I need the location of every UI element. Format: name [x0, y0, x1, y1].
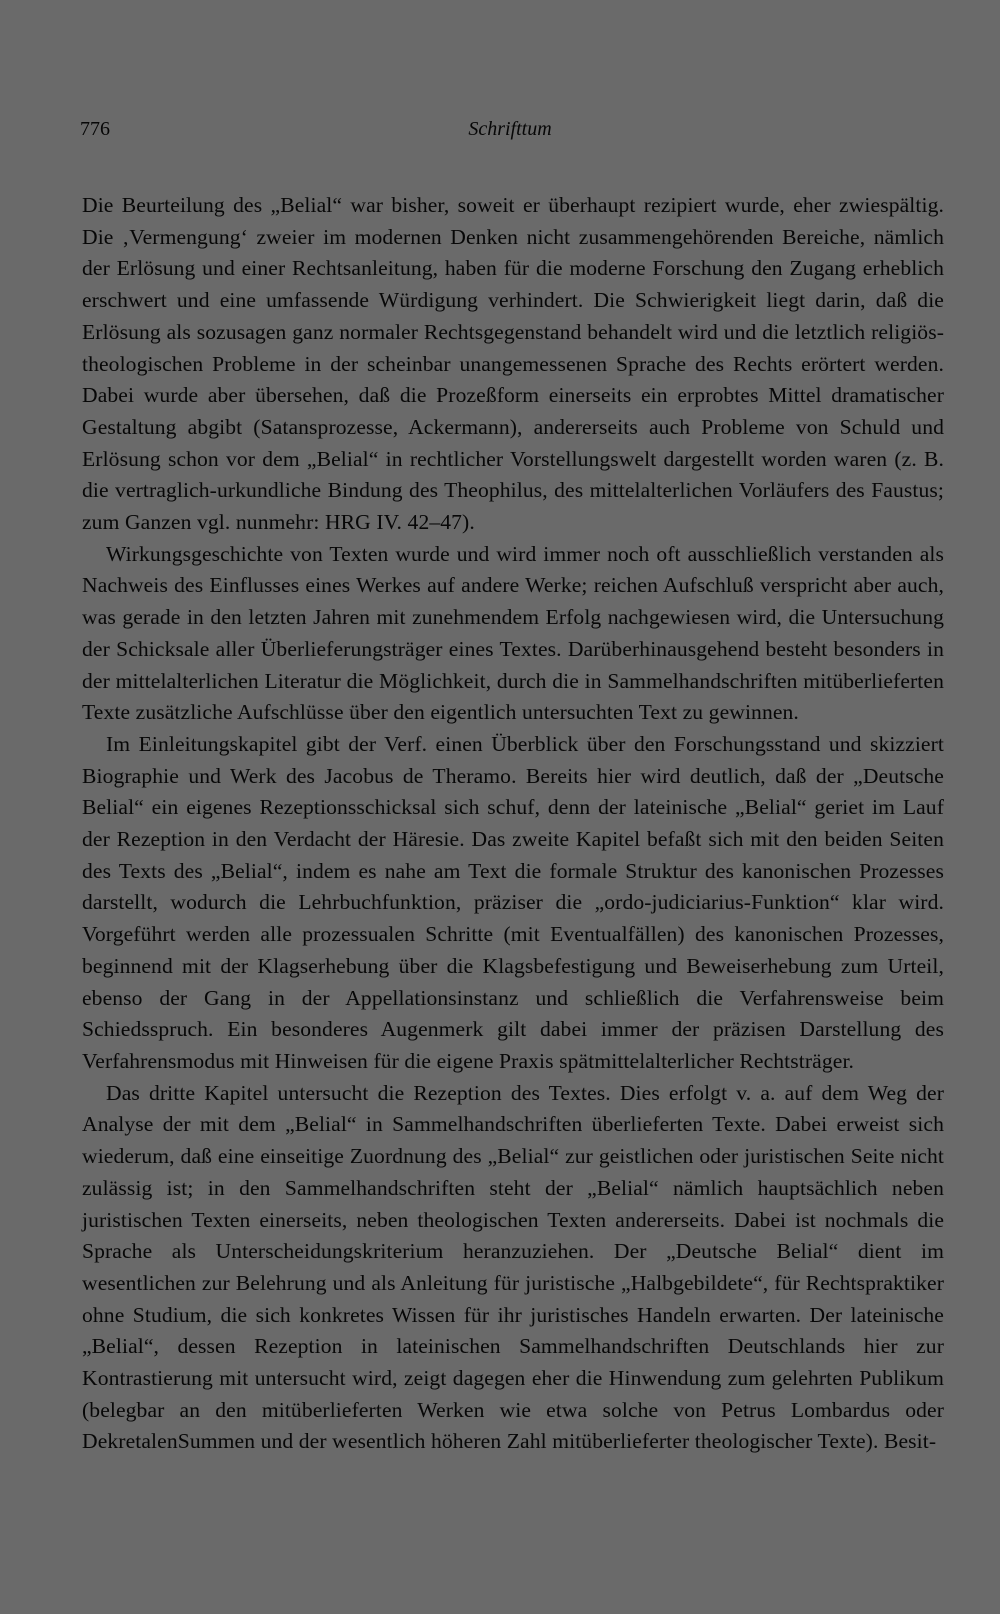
paragraph: Die Beurteilung des „Belial“ war bisher, soweit er überhaupt rezipiert wurde, eher zwiespältig. Die ‚Vermengung‘ zweier im modernen Denken nicht zusammengehörenden Bereiche, nämlich der Erlösung und einer Rechtsanleitung, haben für die moderne Forschung den Zugang erheblich erschwert und eine umfassende Würdigung verhindert. Die Schwierigkeit liegt darin, daß die Erlösung als sozusagen ganz normaler Rechtsgegenstand behandelt wird und die letztlich religiös-theologischen Probleme in der scheinbar unangemessenen Sprache des Rechts erörtert werden. Dabei wurde aber übersehen, daß die Prozeßform einerseits ein erprobtes Mittel dramatischer Gestaltung abgibt (Satansprozesse, Ackermann), andererseits auch Probleme von Schuld und Erlösung schon vor dem „Belial“ in rechtlicher Vorstellungswelt dargestellt worden waren (z. B. die vertraglich-urkundliche Bindung des Theophilus, des mittelalterlichen Vorläufers des Faustus; zum Ganzen vgl. nunmehr: HRG IV. 42–47). [82, 193, 944, 535]
paragraph: Das dritte Kapitel untersucht die Rezeption des Textes. Dies erfolgt v. a. auf dem Weg der Analyse der mit dem „Belial“ in Sammelhandschriften überlieferten Texte. Dabei erweist sich wiederum, daß eine einseitige Zuordnung des „Belial“ zur geistlichen oder juristischen Seite nicht zulässig ist; in den Sammelhandschriften steht der „Belial“ nämlich hauptsächlich neben juristischen Texten einerseits, neben theologischen Texten andererseits. Dabei ist nochmals die Sprache als Unterscheidungskriterium heranzuziehen. Der „Deutsche Belial“ dient im wesentlichen zur Belehrung und als Anleitung für juristische „Halbgebildete“, für Rechtspraktiker ohne Studium, die sich konkretes Wissen für ihr juristisches Handeln erwarten. Der lateinische „Belial“, dessen Rezeption in lateinischen Sammelhandschriften Deutschlands hier zur Kontrastierung mit untersucht wird, zeigt dagegen eher die Hinwendung zum gelehrten Publikum (belegbar an den mitüberlieferten Werken wie etwa solche von Petrus Lombardus oder DekretalenSummen und der wesentlich höheren Zahl mitüberlieferter theologischer Texte). Besit- [82, 1080, 944, 1454]
page-number: 776 [80, 118, 110, 140]
paragraph: Wirkungsgeschichte von Texten wurde und wird immer noch oft ausschließlich verstanden als Nachweis des Einflusses eines Werkes auf andere Werke; reichen Aufschluß verspricht aber auch, was gerade in den letzten Jahren mit zunehmendem Erfolg nachgewiesen wird, die Untersuchung der Schicksale aller Überlieferungsträger eines Textes. Darüberhinausgehend besteht besonders in der mittelalterlichen Literatur die Möglichkeit, durch die in Sammelhandschriften mitüberlieferten Texte zusätzliche Aufschlüsse über den eigentlich untersuchten Text zu gewinnen. [82, 541, 944, 725]
paragraph: Im Einleitungskapitel gibt der Verf. einen Überblick über den Forschungsstand und skizziert Biographie und Werk des Jacobus de Theramo. Bereits hier wird deutlich, daß der „Deutsche Belial“ ein eigenes Rezeptionsschicksal sich schuf, denn der lateinische „Belial“ geriet im Lauf der Rezeption in den Verdacht der Häresie. Das zweite Kapitel befaßt sich mit den beiden Seiten des Texts des „Belial“, indem es nahe am Text die formale Struktur des kanonischen Prozesses darstellt, wodurch die Lehrbuchfunktion, präziser die „ordo-judiciarius-Funktion“ klar wird. Vorgeführt werden alle prozessualen Schritte (mit Eventualfällen) des kanonischen Prozesses, beginnend mit der Klagserhebung über die Klagsbefestigung und Beweiserhebung zum Urteil, ebenso der Gang in der Appellationsinstanz und schließlich die Verfahrensweise beim Schiedsspruch. Ein besonderes Augenmerk gilt dabei immer der präzisen Darstellung des Verfahrensmodus mit Hinweisen für die eigene Praxis spätmittelalterlicher Rechtsträger. [82, 731, 944, 1073]
running-head: Schrifttum [468, 118, 552, 140]
page-header [80, 118, 940, 148]
body-text [82, 190, 944, 1458]
